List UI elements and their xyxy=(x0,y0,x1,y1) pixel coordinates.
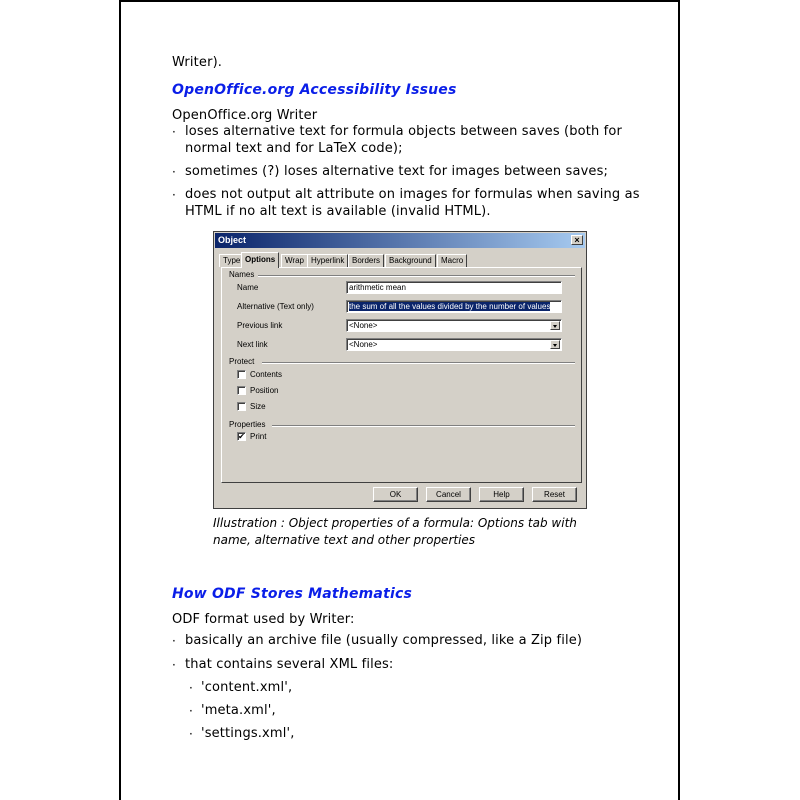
next-link-value: <None> xyxy=(349,340,378,349)
previous-link-label: Previous link xyxy=(237,321,283,330)
bullet-item: that contains several XML files: xyxy=(185,657,394,672)
tab-macro[interactable]: Macro xyxy=(437,254,467,267)
alternative-text-input[interactable] xyxy=(346,300,562,313)
bullet-item-cont: HTML if no alt text is available (invalid HTML). xyxy=(185,204,491,219)
bullet-marker: · xyxy=(172,165,176,179)
contents-checkbox[interactable] xyxy=(237,370,246,379)
dialog-title: Object xyxy=(218,235,247,245)
contents-label: Contents xyxy=(250,370,283,379)
name-input[interactable]: arithmetic mean xyxy=(346,281,562,294)
reset-button[interactable]: Reset xyxy=(532,487,577,502)
tab-type[interactable]: Type xyxy=(219,254,244,267)
previous-link-dropdown[interactable] xyxy=(346,319,562,332)
group-protect-label: Protect xyxy=(229,357,255,366)
bullet-marker: · xyxy=(172,125,176,139)
tab-background[interactable]: Background xyxy=(385,254,436,267)
paragraph-tail: Writer). xyxy=(172,55,223,70)
position-checkbox[interactable] xyxy=(237,386,246,395)
group-names-label: Names xyxy=(229,270,255,279)
bullet-item: sometimes (?) loses alternative text for images between saves; xyxy=(185,164,609,179)
group-divider xyxy=(258,275,575,277)
bullet-marker: · xyxy=(172,188,176,202)
chevron-down-icon[interactable] xyxy=(550,321,560,330)
section-lead: ODF format used by Writer: xyxy=(172,612,355,627)
group-properties-label: Properties xyxy=(229,420,266,429)
figure-caption-line1: Illustration : Object properties of a formula: Options tab with xyxy=(213,516,577,530)
bullet-marker: · xyxy=(172,658,176,672)
group-divider xyxy=(262,362,575,364)
print-label: Print xyxy=(250,432,267,441)
sub-bullet-marker: · xyxy=(189,704,193,718)
tab-borders[interactable]: Borders xyxy=(348,254,384,267)
sub-bullet-item: 'meta.xml', xyxy=(201,703,276,718)
section-heading-accessibility: OpenOffice.org Accessibility Issues xyxy=(172,82,457,98)
section-lead: OpenOffice.org Writer xyxy=(172,108,318,123)
print-checkbox[interactable]: ✔ xyxy=(238,432,245,441)
tab-hyperlink[interactable]: Hyperlink xyxy=(307,254,348,267)
next-link-label: Next link xyxy=(237,340,268,349)
bullet-item: basically an archive file (usually compressed, like a Zip file) xyxy=(185,633,583,648)
size-checkbox[interactable] xyxy=(237,402,246,411)
figure-caption-line2: name, alternative text and other properties xyxy=(213,533,476,547)
sub-bullet-marker: · xyxy=(189,727,193,741)
bullet-item: loses alternative text for formula objects between saves (both for xyxy=(185,124,622,139)
chevron-down-icon[interactable] xyxy=(550,340,560,349)
sub-bullet-marker: · xyxy=(189,681,193,695)
cancel-button[interactable]: Cancel xyxy=(426,487,471,502)
ok-button[interactable]: OK xyxy=(373,487,418,502)
group-divider xyxy=(272,425,575,427)
alternative-label: Alternative (Text only) xyxy=(237,302,314,311)
name-label: Name xyxy=(237,283,259,292)
bullet-marker: · xyxy=(172,634,176,648)
tab-options[interactable]: Options xyxy=(241,252,279,268)
tab-wrap[interactable]: Wrap xyxy=(281,254,308,267)
size-label: Size xyxy=(250,402,266,411)
position-label: Position xyxy=(250,386,279,395)
object-dialog xyxy=(213,231,587,509)
bullet-item: does not output alt attribute on images for formulas when saving as xyxy=(185,187,640,202)
sub-bullet-item: 'content.xml', xyxy=(201,680,293,695)
sub-bullet-item: 'settings.xml', xyxy=(201,726,295,741)
next-link-dropdown[interactable] xyxy=(346,338,562,351)
close-icon[interactable]: × xyxy=(571,235,583,245)
section-heading-odf: How ODF Stores Mathematics xyxy=(172,586,412,602)
bullet-item-cont: normal text and for LaTeX code); xyxy=(185,141,403,156)
dialog-titlebar xyxy=(215,233,585,248)
previous-link-value: <None> xyxy=(349,321,378,330)
help-button[interactable]: Help xyxy=(479,487,524,502)
options-panel xyxy=(221,267,582,483)
alternative-text-selection: the sum of all the values divided by the number of values xyxy=(349,302,551,311)
